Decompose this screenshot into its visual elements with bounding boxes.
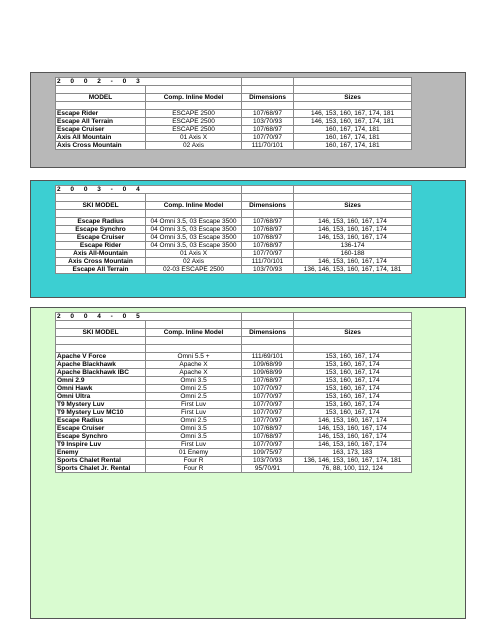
inline-model-cell: First Luv [146,441,242,449]
sizes-cell: 136, 146, 153, 160, 167, 174, 181 [294,457,412,465]
dimensions-cell: 107/70/97 [242,401,294,409]
sizes-cell: 136-174 [294,242,412,250]
sizes-cell: 153, 160, 167, 174 [294,353,412,361]
column-header: SKI MODEL [56,202,146,210]
column-header: MODEL [56,94,146,102]
dimensions-cell: 109/75/97 [242,449,294,457]
model-cell: Enemy [56,449,146,457]
sizes-cell: 146, 153, 160, 167, 174 [294,226,412,234]
dimensions-cell: 107/70/97 [242,417,294,425]
table-row [56,393,412,401]
model-cell: Escape Radius [56,417,146,425]
column-header: SKI MODEL [56,329,146,337]
table-row [56,250,412,258]
header-row [56,202,412,210]
model-cell: Omni Ultra [56,393,146,401]
inline-model-cell: Apache X [146,361,242,369]
model-cell: Axis All-Mountain [56,250,146,258]
year-heading: 2 0 0 2 - 0 3 [56,78,242,86]
section-2004-05 [30,307,466,619]
table-row [56,242,412,250]
dimensions-cell: 111/69/101 [242,353,294,361]
sizes-cell: 136, 146, 153, 160, 167, 174, 181 [294,266,412,274]
column-header: Dimensions [242,329,294,337]
inline-model-cell: ESCAPE 2500 [146,118,242,126]
models-table-2003-04 [55,185,412,274]
column-header: Comp. Inline Model [146,94,242,102]
inline-model-cell: 01 Axis X [146,250,242,258]
table-row [56,465,412,473]
inline-model-cell: Omni 2.5 [146,417,242,425]
model-cell: Apache Blackhawk IBC [56,369,146,377]
model-cell: T9 Mystery Luv [56,401,146,409]
inline-model-cell: 02 Axis [146,258,242,266]
inline-model-cell: ESCAPE 2500 [146,126,242,134]
column-header: Dimensions [242,94,294,102]
inline-model-cell: Four R [146,457,242,465]
sizes-cell: 146, 153, 160, 167, 174, 181 [294,118,412,126]
table-row [56,134,412,142]
dimensions-cell: 111/70/101 [242,142,294,150]
dimensions-cell: 107/70/97 [242,441,294,449]
model-cell: Escape Rider [56,110,146,118]
model-cell: Escape Rider [56,242,146,250]
inline-model-cell: 04 Omni 3.5, 03 Escape 3500 [146,218,242,226]
table-row [56,142,412,150]
dimensions-cell: 103/70/93 [242,118,294,126]
sizes-cell: 153, 160, 167, 174 [294,377,412,385]
dimensions-cell: 103/70/93 [242,457,294,465]
inline-model-cell: 02-03 ESCAPE 2500 [146,266,242,274]
dimensions-cell: 109/68/99 [242,369,294,377]
inline-model-cell: 04 Omni 3.5, 03 Escape 3500 [146,242,242,250]
header-row [56,329,412,337]
dimensions-cell: 107/70/97 [242,393,294,401]
inline-model-cell: 02 Axis [146,142,242,150]
sizes-cell: 146, 153, 160, 167, 174 [294,433,412,441]
model-cell: Escape All Terrain [56,118,146,126]
table-row [56,234,412,242]
table-row [56,457,412,465]
model-cell: T9 Inspire Luv [56,441,146,449]
inline-model-cell: Omni 5.5 + [146,353,242,361]
year-heading: 2 0 0 4 - 0 5 [56,313,242,321]
column-header: Comp. Inline Model [146,329,242,337]
sizes-cell: 153, 160, 167, 174 [294,385,412,393]
sizes-cell: 153, 160, 167, 174 [294,393,412,401]
dimensions-cell: 107/68/97 [242,377,294,385]
column-header: Sizes [294,94,412,102]
table-row [56,361,412,369]
sizes-cell: 160, 167, 174, 181 [294,126,412,134]
sizes-cell: 76, 88, 100, 112, 124 [294,465,412,473]
models-table-2002-03 [55,77,412,150]
section-2003-04 [30,180,466,298]
sizes-cell: 146, 153, 160, 167, 174 [294,258,412,266]
table-row [56,126,412,134]
column-header: Sizes [294,202,412,210]
model-cell: Omni Hawk [56,385,146,393]
sizes-cell: 146, 153, 160, 167, 174 [294,234,412,242]
dimensions-cell: 107/68/97 [242,425,294,433]
model-cell: T9 Mystery Luv MC10 [56,409,146,417]
table-row [56,385,412,393]
model-cell: Escape Synchro [56,226,146,234]
dimensions-cell: 107/70/97 [242,134,294,142]
dimensions-cell: 107/68/97 [242,234,294,242]
dimensions-cell: 107/70/97 [242,385,294,393]
column-header: Sizes [294,329,412,337]
dimensions-cell: 107/68/97 [242,433,294,441]
table-row [56,449,412,457]
sizes-cell: 153, 160, 167, 174 [294,409,412,417]
inline-model-cell: First Luv [146,401,242,409]
table-row [56,417,412,425]
table-row [56,369,412,377]
dimensions-cell: 107/68/97 [242,242,294,250]
inline-model-cell: 01 Enemy [146,449,242,457]
table-row [56,110,412,118]
model-cell: Apache Blackhawk [56,361,146,369]
model-cell: Axis All Mountain [56,134,146,142]
model-cell: Escape Cruiser [56,126,146,134]
model-cell: Sports Chalet Jr. Rental [56,465,146,473]
sizes-cell: 146, 153, 160, 167, 174 [294,417,412,425]
dimensions-cell: 107/68/97 [242,226,294,234]
sizes-cell: 153, 160, 167, 174 [294,369,412,377]
sizes-cell: 146, 153, 160, 167, 174, 181 [294,110,412,118]
inline-model-cell: First Luv [146,409,242,417]
model-cell: Escape All Terrain [56,266,146,274]
table-row [56,409,412,417]
sizes-cell: 163, 173, 183 [294,449,412,457]
model-cell: Axis Cross Mountain [56,258,146,266]
dimensions-cell: 95/70/91 [242,465,294,473]
dimensions-cell: 107/68/97 [242,110,294,118]
header-row [56,94,412,102]
table-row [56,353,412,361]
sizes-cell: 160, 167, 174, 181 [294,142,412,150]
section-2002-03 [30,72,466,168]
sizes-cell: 153, 160, 167, 174 [294,361,412,369]
inline-model-cell: Four R [146,465,242,473]
model-cell: Escape Cruiser [56,234,146,242]
table-row [56,425,412,433]
dimensions-cell: 107/70/97 [242,409,294,417]
model-cell: Escape Synchro [56,433,146,441]
column-header: Dimensions [242,202,294,210]
table-row [56,266,412,274]
table-row [56,433,412,441]
inline-model-cell: 04 Omni 3.5, 03 Escape 3500 [146,226,242,234]
inline-model-cell: 04 Omni 3.5, 03 Escape 3500 [146,234,242,242]
model-cell: Escape Cruiser [56,425,146,433]
dimensions-cell: 107/68/97 [242,126,294,134]
sizes-cell: 153, 160, 167, 174 [294,401,412,409]
inline-model-cell: Omni 2.5 [146,393,242,401]
model-cell: Sports Chalet Rental [56,457,146,465]
year-heading: 2 0 0 3 - 0 4 [56,186,242,194]
table-row [56,441,412,449]
dimensions-cell: 111/70/101 [242,258,294,266]
table-row [56,218,412,226]
inline-model-cell: 01 Axis X [146,134,242,142]
inline-model-cell: Apache X [146,369,242,377]
sizes-cell: 146, 153, 160, 167, 174 [294,441,412,449]
model-cell: Axis Cross Mountain [56,142,146,150]
dimensions-cell: 103/70/93 [242,266,294,274]
table-row [56,226,412,234]
dimensions-cell: 107/70/97 [242,250,294,258]
table-row [56,258,412,266]
sizes-cell: 160-188 [294,250,412,258]
dimensions-cell: 107/68/97 [242,218,294,226]
model-cell: Omni 2.9 [56,377,146,385]
inline-model-cell: ESCAPE 2500 [146,110,242,118]
sizes-cell: 146, 153, 160, 167, 174 [294,218,412,226]
dimensions-cell: 109/68/99 [242,361,294,369]
inline-model-cell: Omni 2.5 [146,385,242,393]
column-header: Comp. Inline Model [146,202,242,210]
inline-model-cell: Omni 3.5 [146,433,242,441]
models-table-2004-05 [55,312,412,473]
model-cell: Apache V Force [56,353,146,361]
model-cell: Escape Radius [56,218,146,226]
sizes-cell: 146, 153, 160, 167, 174 [294,425,412,433]
table-row [56,401,412,409]
sizes-cell: 160, 167, 174, 181 [294,134,412,142]
inline-model-cell: Omni 3.5 [146,377,242,385]
table-row [56,118,412,126]
inline-model-cell: Omni 3.5 [146,425,242,433]
table-row [56,377,412,385]
